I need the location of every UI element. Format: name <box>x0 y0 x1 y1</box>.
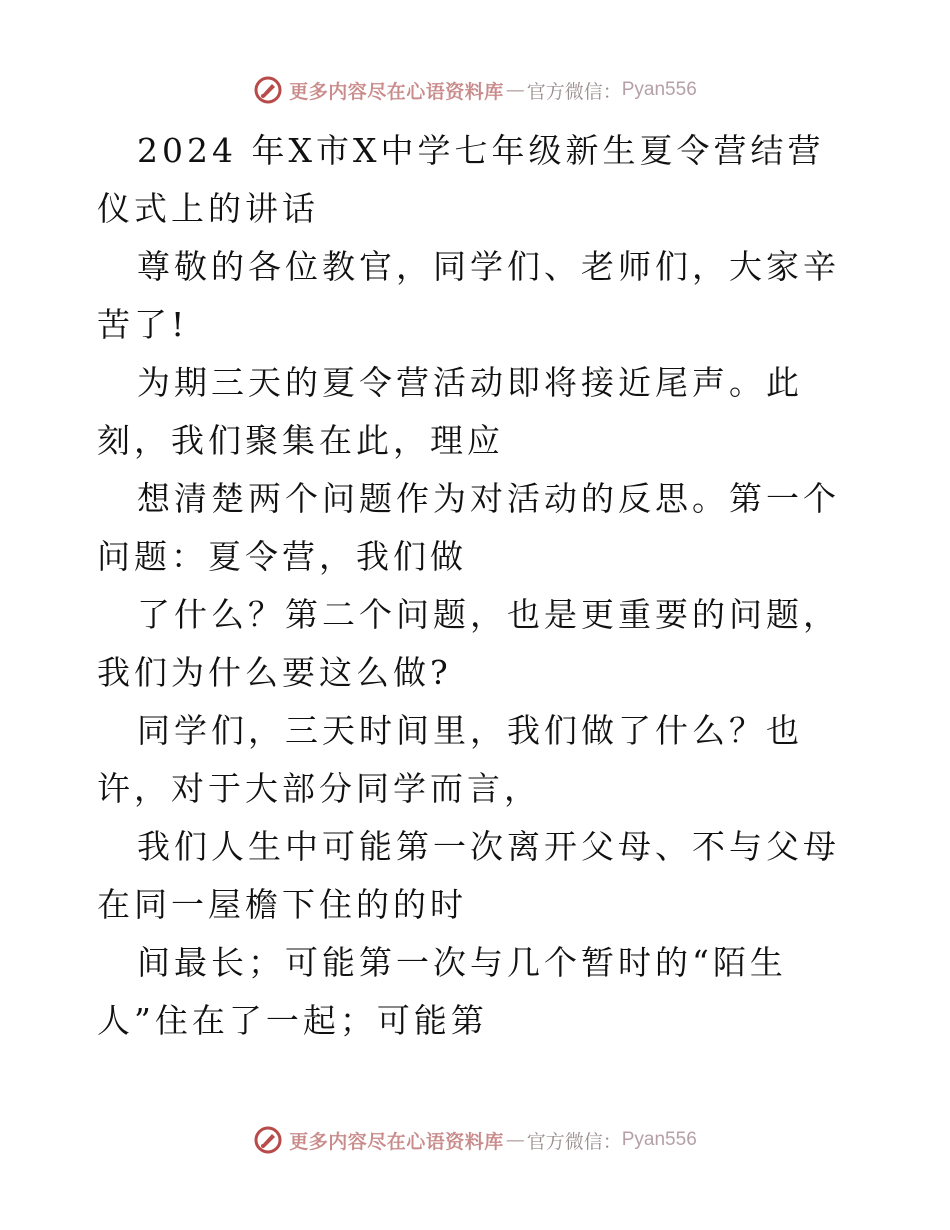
watermark-wechat-id: Pyan556 <box>621 79 697 100</box>
paragraph: 尊敬的各位教官，同学们、老师们，大家辛苦了! <box>97 247 840 344</box>
watermark-official: 官方微信： <box>526 80 622 103</box>
header-watermark <box>0 70 950 110</box>
watermark-wechat-id: Pyan556 <box>621 1129 697 1150</box>
brush-seal-icon <box>253 75 283 105</box>
watermark-brand: 更多内容尽在心语资料库 <box>289 80 504 103</box>
document-body <box>97 122 857 1050</box>
paragraph: 想清楚两个问题作为对活动的反思。第一个问题：夏令营，我们做 <box>97 479 840 576</box>
footer-watermark <box>0 1120 950 1160</box>
paragraph: 间最长；可能第一次与几个暂时的“陌生人”住在了一起；可能第 <box>97 943 787 1040</box>
watermark-separator: — <box>505 79 525 101</box>
brush-seal-icon <box>253 1125 283 1155</box>
paragraph: 我们人生中可能第一次离开父母、不与父母在同一屋檐下住的的时 <box>97 827 840 924</box>
watermark-separator: — <box>505 1129 525 1151</box>
watermark-official: 官方微信： <box>526 1130 622 1153</box>
paragraph: 为期三天的夏令营活动即将接近尾声。此刻，我们聚集在此，理应 <box>97 363 803 460</box>
document-title: 2024 年X市X中学七年级新生夏令营结营仪式上的讲话 <box>97 131 825 228</box>
paragraph: 同学们，三天时间里，我们做了什么？也许，对于大部分同学而言， <box>97 711 803 808</box>
paragraph: 了什么？第二个问题，也是更重要的问题，我们为什么要这么做? <box>97 595 840 692</box>
watermark-brand: 更多内容尽在心语资料库 <box>289 1130 504 1153</box>
